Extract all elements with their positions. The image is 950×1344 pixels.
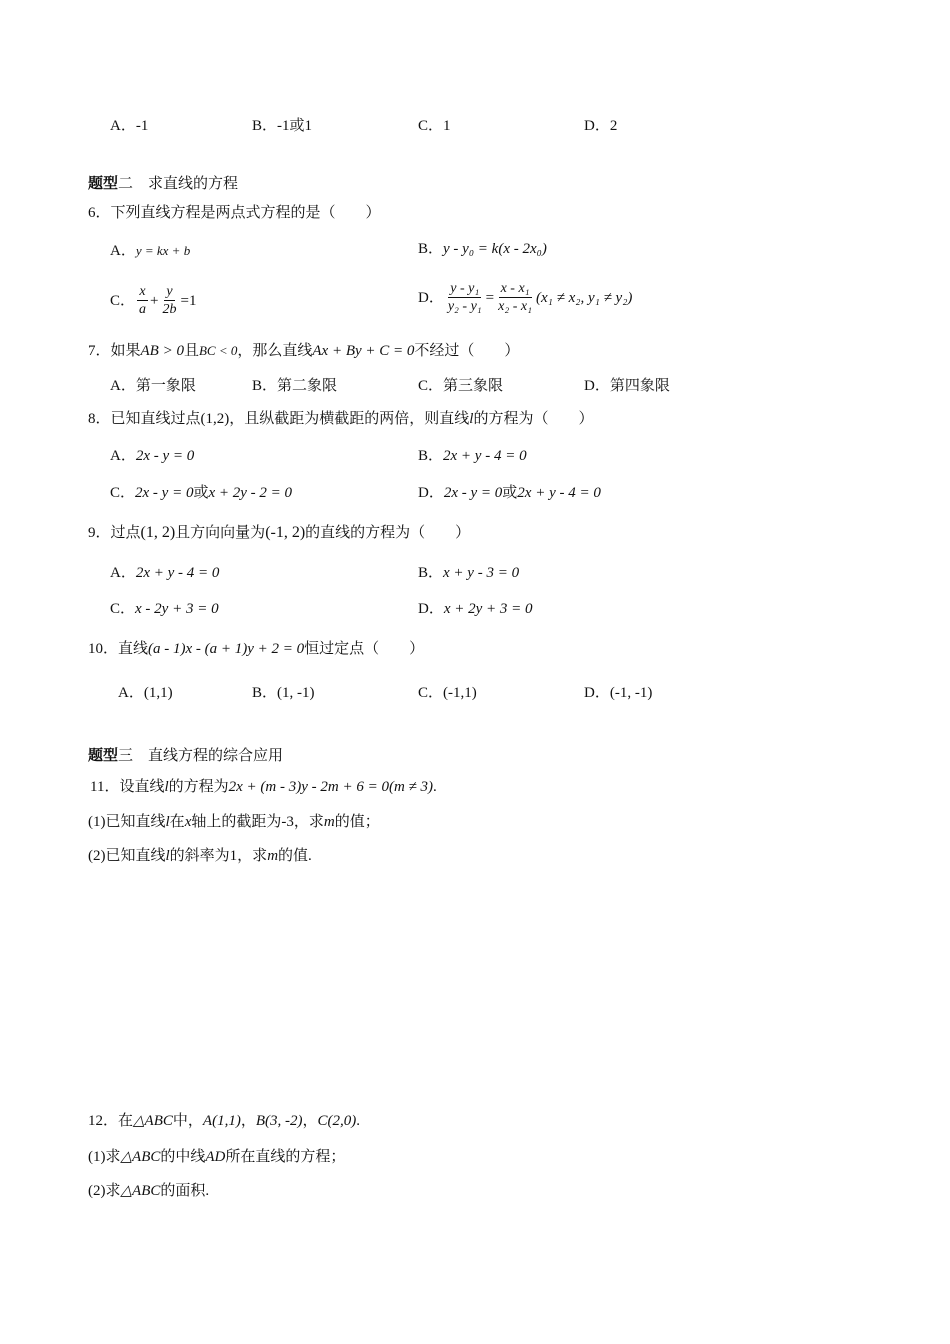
q9-option-b: B．x + y - 3 = 0 (418, 565, 520, 581)
q10-option-c: C．(-1,1) (418, 685, 477, 701)
question-11-stem: 11．设直线l的方程为2x + (m - 3)y - 2m + 6 = 0(m ≠ 3). (90, 779, 437, 795)
q8-option-d: D．2x - y = 0或2x + y - 4 = 0 (418, 485, 601, 501)
question-12-part-1: (1)求△ABC的中线AD所在直线的方程； (88, 1149, 346, 1165)
q5-option-a: A．-1 (110, 118, 149, 134)
question-10-stem: 10．直线(a - 1)x - (a + 1)y + 2 = 0恒过定点（ ） (88, 641, 425, 657)
q10-option-a: A．(1,1) (118, 685, 173, 701)
q9-option-c: C．x - 2y + 3 = 0 (110, 601, 219, 617)
question-7-stem: 7．如果AB > 0且BC < 0，那么直线Ax + By + C = 0不经过（ ） (88, 343, 520, 359)
q7-option-b: B．第二象限 (252, 378, 338, 394)
q6-option-b: B．y - y₀ = k(x - 2x₀) (418, 241, 547, 257)
q5-option-c: C．1 (418, 118, 451, 134)
fraction: $\frac{\text{y - y₁}}{\text{y₂ - y₁}}$ (447, 281, 482, 314)
q5-option-d: D．2 (584, 118, 618, 134)
q6-option-d: D． $\frac{\text{y - y₁}}{\text{y₂ - y₁}}$ = $\frac{\text{x - x₁}}{\text{x₂ - x₁}}$ (x₁ ≠ x₂, y₁ ≠ y₂) (418, 281, 633, 314)
question-11-part-2: (2)已知直线l的斜率为1，求m的值. (88, 848, 312, 864)
fraction: $\frac{y}{2b}$ (162, 284, 177, 317)
fraction: $\frac{x}{a}$ (139, 284, 147, 317)
q7-option-c: C．第三象限 (418, 378, 504, 394)
question-11-part-1: (1)已知直线l在x轴上的截距为-3，求m的值； (88, 814, 380, 830)
q8-option-a: A．2x - y = 0 (110, 448, 195, 464)
question-9-stem: 9．过点(1, 2)且方向向量为(-1, 2)的直线的方程为（ ） (88, 524, 471, 541)
section-heading-3: 题型三 直线方程的综合应用 (88, 748, 284, 764)
question-8-stem: 8．已知直线过点(1,2)，且纵截距为横截距的两倍，则直线l的方程为（ ） (88, 411, 594, 427)
q6-option-a: A．y = kx + b (110, 243, 191, 259)
question-12-stem: 12．在△ABC中，A(1,1)，B(3, -2)，C(2,0). (88, 1113, 360, 1129)
fraction: $\frac{\text{x - x₁}}{\text{x₂ - x₁}}$ (498, 281, 532, 314)
q7-option-d: D．第四象限 (584, 378, 670, 394)
q8-option-c: C．2x - y = 0或x + 2y - 2 = 0 (110, 485, 293, 501)
q7-option-a: A．第一象限 (110, 378, 196, 394)
section-heading-2: 题型二 求直线的方程 (88, 176, 239, 192)
q6-option-c: C． $\frac{x}{a}$ + $\frac{y}{2b}$ =1 (110, 284, 197, 317)
q8-option-b: B．2x + y - 4 = 0 (418, 448, 527, 464)
q5-option-b: B．-1或1 (252, 118, 313, 134)
q9-option-a: A．2x + y - 4 = 0 (110, 565, 220, 581)
q10-option-b: B．(1, -1) (252, 685, 315, 701)
q10-option-d: D．(-1, -1) (584, 685, 653, 701)
question-12-part-2: (2)求△ABC的面积. (88, 1183, 210, 1199)
q9-option-d: D．x + 2y + 3 = 0 (418, 601, 533, 617)
question-6-stem: 6．下列直线方程是两点式方程的是（ ） (88, 205, 381, 221)
